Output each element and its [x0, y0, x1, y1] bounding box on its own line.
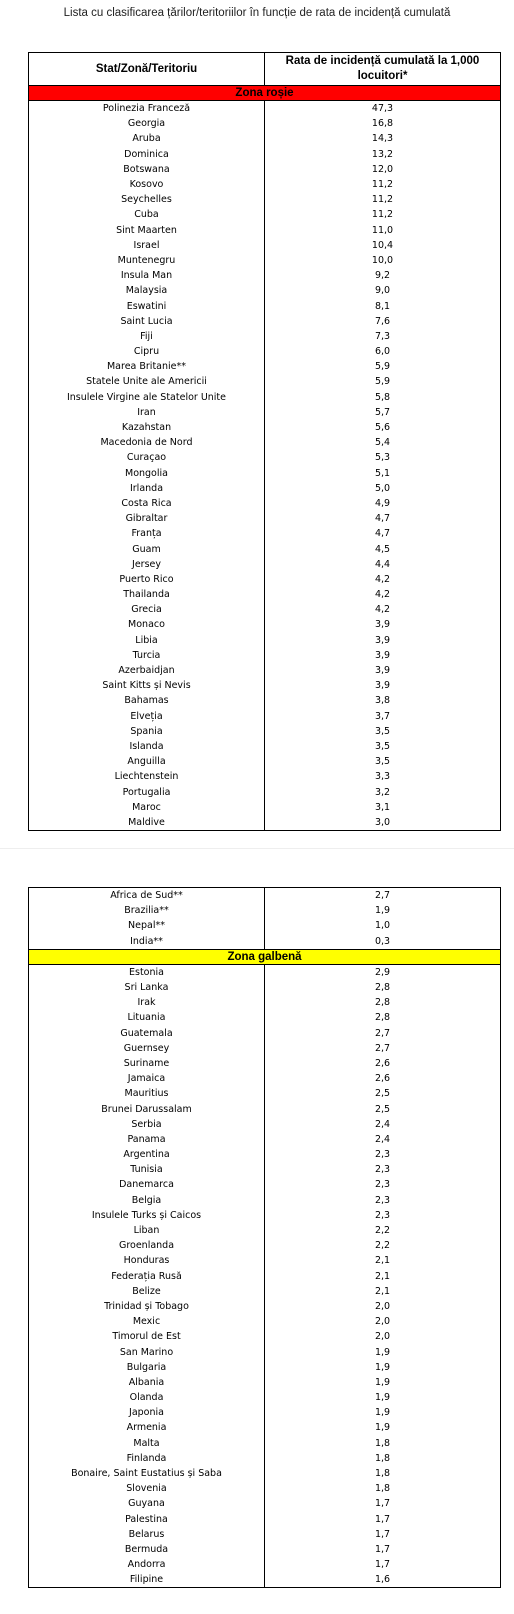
country-name: Brunei Darussalam: [29, 1101, 265, 1116]
country-name: Danemarca: [29, 1177, 265, 1192]
incidence-rate: 11,0: [265, 223, 501, 238]
table-row: [29, 572, 501, 587]
table-row: [29, 1405, 501, 1420]
country-name: Insulele Virgine ale Statelor Unite: [29, 390, 265, 405]
table-row: [29, 466, 501, 481]
country-name: Gibraltar: [29, 511, 265, 526]
incidence-rate: 14,3: [265, 131, 501, 146]
country-name: Slovenia: [29, 1481, 265, 1496]
incidence-rate: 9,2: [265, 268, 501, 283]
country-name: Liechtenstein: [29, 769, 265, 784]
incidence-rate: 5,9: [265, 359, 501, 374]
incidence-rate: 2,8: [265, 980, 501, 995]
incidence-rate: 2,0: [265, 1314, 501, 1329]
incidence-rate: 16,8: [265, 116, 501, 131]
country-name: Fiji: [29, 329, 265, 344]
incidence-rate: 5,3: [265, 450, 501, 465]
incidence-rate: 1,9: [265, 1420, 501, 1435]
incidence-rate: 2,1: [265, 1253, 501, 1268]
country-name: Mauritius: [29, 1086, 265, 1101]
incidence-rate: 2,2: [265, 1223, 501, 1238]
table-row: [29, 162, 501, 177]
incidence-rate: 2,3: [265, 1208, 501, 1223]
country-name: Armenia: [29, 1420, 265, 1435]
table-row: [29, 1481, 501, 1496]
country-name: Kosovo: [29, 177, 265, 192]
country-name: Polinezia Franceză: [29, 101, 265, 117]
table-row: [29, 283, 501, 298]
table-row: [29, 1557, 501, 1572]
country-name: Muntenegru: [29, 253, 265, 268]
table-row: [29, 1314, 501, 1329]
country-name: Guam: [29, 541, 265, 556]
incidence-rate: 4,5: [265, 541, 501, 556]
incidence-rate: 10,4: [265, 238, 501, 253]
country-name: San Marino: [29, 1344, 265, 1359]
country-name: Saint Lucia: [29, 314, 265, 329]
country-name: Liban: [29, 1223, 265, 1238]
country-name: Nepal**: [29, 918, 265, 933]
incidence-rate: 1,9: [265, 1375, 501, 1390]
country-name: Belgia: [29, 1193, 265, 1208]
incidence-rate: 11,2: [265, 192, 501, 207]
incidence-rate: 3,7: [265, 709, 501, 724]
country-name: Curaçao: [29, 450, 265, 465]
table-row: [29, 995, 501, 1010]
incidence-rate: 4,2: [265, 572, 501, 587]
table-row: [29, 541, 501, 556]
document-title: Lista cu clasificarea țărilor/teritoriilor în funcție de rata de incidență cumulată: [63, 7, 451, 19]
country-name: Elveția: [29, 709, 265, 724]
table-row: [29, 359, 501, 374]
table-row: [29, 329, 501, 344]
incidence-rate: 12,0: [265, 162, 501, 177]
incidence-rate: 1,7: [265, 1557, 501, 1572]
incidence-rate: 2,7: [265, 1041, 501, 1056]
table-row: [29, 526, 501, 541]
incidence-rate: 2,1: [265, 1284, 501, 1299]
table-row: [29, 1375, 501, 1390]
table-row: [29, 223, 501, 238]
incidence-rate: 1,7: [265, 1512, 501, 1527]
table-row: [29, 1451, 501, 1466]
incidence-rate: 1,9: [265, 1405, 501, 1420]
incidence-rate: 1,9: [265, 903, 501, 918]
incidence-rate: 2,8: [265, 995, 501, 1010]
table-row: [29, 435, 501, 450]
table-row: [29, 1253, 501, 1268]
country-name: Olanda: [29, 1390, 265, 1405]
incidence-rate: 5,0: [265, 481, 501, 496]
country-name: Aruba: [29, 131, 265, 146]
table-row: [29, 709, 501, 724]
incidence-rate: 3,9: [265, 617, 501, 632]
incidence-rate: 2,5: [265, 1101, 501, 1116]
header-country: Stat/Zonă/Teritoriu: [29, 53, 265, 86]
table-row: [29, 739, 501, 754]
incidence-rate: 1,9: [265, 1344, 501, 1359]
table-row: [29, 1132, 501, 1147]
table-row: [29, 1269, 501, 1284]
incidence-rate: 3,5: [265, 739, 501, 754]
incidence-rate: 5,4: [265, 435, 501, 450]
incidence-rate: 2,4: [265, 1117, 501, 1132]
country-name: Dominica: [29, 147, 265, 162]
table-row: [29, 648, 501, 663]
table-row: [29, 1466, 501, 1481]
country-name: Libia: [29, 633, 265, 648]
country-name: Statele Unite ale Americii: [29, 374, 265, 389]
country-name: Serbia: [29, 1117, 265, 1132]
table-row: [29, 1542, 501, 1557]
country-name: Tunisia: [29, 1162, 265, 1177]
country-name: Honduras: [29, 1253, 265, 1268]
incidence-rate: 11,2: [265, 177, 501, 192]
country-name: Cipru: [29, 344, 265, 359]
country-name: Cuba: [29, 207, 265, 222]
table-row: [29, 1299, 501, 1314]
country-name: Africa de Sud**: [29, 888, 265, 904]
country-name: Mongolia: [29, 466, 265, 481]
incidence-rate: 1,9: [265, 1360, 501, 1375]
incidence-rate: 1,7: [265, 1496, 501, 1511]
incidence-rate: 3,9: [265, 663, 501, 678]
incidence-rate: 3,8: [265, 693, 501, 708]
zone-red-row: [29, 86, 501, 101]
table-row: [29, 1026, 501, 1041]
table-row: [29, 980, 501, 995]
table-row: [29, 314, 501, 329]
incidence-rate: 0,3: [265, 934, 501, 950]
country-name: Grecia: [29, 602, 265, 617]
table-row: [29, 268, 501, 283]
country-name: Finlanda: [29, 1451, 265, 1466]
table-row: [29, 693, 501, 708]
country-name: Saint Kitts și Nevis: [29, 678, 265, 693]
table-row: [29, 238, 501, 253]
table-row: [29, 888, 501, 904]
country-name: Filipine: [29, 1572, 265, 1588]
incidence-rate: 3,3: [265, 769, 501, 784]
incidence-rate: 1,8: [265, 1466, 501, 1481]
table-row: [29, 1101, 501, 1116]
table-row: [29, 1193, 501, 1208]
table-row: [29, 602, 501, 617]
country-name: Groenlanda: [29, 1238, 265, 1253]
country-name: Maldive: [29, 815, 265, 831]
table-row: [29, 1147, 501, 1162]
table-row: [29, 116, 501, 131]
incidence-rate: 6,0: [265, 344, 501, 359]
table-row: [29, 1436, 501, 1451]
table-row: [29, 1420, 501, 1435]
incidence-rate: 2,1: [265, 1269, 501, 1284]
country-name: Kazahstan: [29, 420, 265, 435]
incidence-rate: 3,9: [265, 648, 501, 663]
country-name: Brazilia**: [29, 903, 265, 918]
incidence-rate: 4,7: [265, 526, 501, 541]
incidence-rate: 7,6: [265, 314, 501, 329]
table-row: [29, 1512, 501, 1527]
country-name: Botswana: [29, 162, 265, 177]
incidence-rate: 2,6: [265, 1056, 501, 1071]
table-row: [29, 678, 501, 693]
country-name: Costa Rica: [29, 496, 265, 511]
incidence-rate: 2,2: [265, 1238, 501, 1253]
table-row: [29, 177, 501, 192]
table-row: [29, 903, 501, 918]
table-row: [29, 207, 501, 222]
country-name: Spania: [29, 724, 265, 739]
country-name: Federația Rusă: [29, 1269, 265, 1284]
table-row: [29, 1284, 501, 1299]
table-row: [29, 557, 501, 572]
country-name: Azerbaidjan: [29, 663, 265, 678]
country-name: Puerto Rico: [29, 572, 265, 587]
country-name: Argentina: [29, 1147, 265, 1162]
incidence-rate: 1,6: [265, 1572, 501, 1588]
country-name: Insulele Turks și Caicos: [29, 1208, 265, 1223]
country-name: Bonaire, Saint Eustatius și Saba: [29, 1466, 265, 1481]
country-name: Monaco: [29, 617, 265, 632]
country-name: Seychelles: [29, 192, 265, 207]
country-name: Guatemala: [29, 1026, 265, 1041]
incidence-rate: 2,0: [265, 1329, 501, 1344]
incidence-rate: 4,7: [265, 511, 501, 526]
table-row: [29, 633, 501, 648]
country-name: Anguilla: [29, 754, 265, 769]
incidence-rate: 2,3: [265, 1193, 501, 1208]
table-row: [29, 1117, 501, 1132]
incidence-rate: 5,1: [265, 466, 501, 481]
table-row: [29, 918, 501, 933]
incidence-rate: 4,2: [265, 587, 501, 602]
country-name: Portugalia: [29, 784, 265, 799]
country-name: Macedonia de Nord: [29, 435, 265, 450]
country-name: Mexic: [29, 1314, 265, 1329]
table-row: [29, 481, 501, 496]
country-name: Guernsey: [29, 1041, 265, 1056]
table-row: [29, 964, 501, 980]
country-name: Belize: [29, 1284, 265, 1299]
table-row: [29, 1390, 501, 1405]
country-name: Georgia: [29, 116, 265, 131]
incidence-rate: 4,2: [265, 602, 501, 617]
country-table-page-2: [28, 887, 501, 1588]
country-name: Jersey: [29, 557, 265, 572]
incidence-rate: 3,2: [265, 784, 501, 799]
table-row: [29, 934, 501, 950]
table-row: [29, 374, 501, 389]
incidence-rate: 2,9: [265, 964, 501, 980]
incidence-rate: 3,9: [265, 678, 501, 693]
incidence-rate: 13,2: [265, 147, 501, 162]
header-incidence-rate: Rata de incidență cumulată la 1,000 locuitori*: [265, 53, 501, 86]
incidence-rate: 4,9: [265, 496, 501, 511]
incidence-rate: 2,5: [265, 1086, 501, 1101]
zone-red-label: Zona roșie: [29, 86, 501, 101]
country-name: Trinidad și Tobago: [29, 1299, 265, 1314]
page-break: [0, 848, 514, 849]
table-row: [29, 1208, 501, 1223]
country-name: Maroc: [29, 800, 265, 815]
table-header-row: [29, 53, 501, 86]
incidence-rate: 2,3: [265, 1147, 501, 1162]
table-row: [29, 1360, 501, 1375]
table-row: [29, 390, 501, 405]
table-row: [29, 420, 501, 435]
table-row: [29, 1572, 501, 1588]
table-row: [29, 344, 501, 359]
incidence-rate: 2,3: [265, 1177, 501, 1192]
table-row: [29, 1056, 501, 1071]
table-row: [29, 1177, 501, 1192]
country-name: Thailanda: [29, 587, 265, 602]
incidence-rate: 3,5: [265, 754, 501, 769]
incidence-rate: 1,7: [265, 1527, 501, 1542]
country-name: Malta: [29, 1436, 265, 1451]
country-name: Sint Maarten: [29, 223, 265, 238]
incidence-rate: 3,0: [265, 815, 501, 831]
country-name: Suriname: [29, 1056, 265, 1071]
country-name: Bulgaria: [29, 1360, 265, 1375]
country-name: Andorra: [29, 1557, 265, 1572]
table-row: [29, 1223, 501, 1238]
table-row: [29, 1527, 501, 1542]
country-name: Insula Man: [29, 268, 265, 283]
country-name: Panama: [29, 1132, 265, 1147]
country-name: Lituania: [29, 1010, 265, 1025]
table-row: [29, 192, 501, 207]
incidence-rate: 1,8: [265, 1481, 501, 1496]
incidence-rate: 1,8: [265, 1451, 501, 1466]
incidence-rate: 2,8: [265, 1010, 501, 1025]
country-name: Timorul de Est: [29, 1329, 265, 1344]
incidence-rate: 2,0: [265, 1299, 501, 1314]
country-name: Franța: [29, 526, 265, 541]
incidence-rate: 8,1: [265, 298, 501, 313]
table-row: [29, 298, 501, 313]
table-row: [29, 1329, 501, 1344]
country-name: India**: [29, 934, 265, 950]
incidence-rate: 5,7: [265, 405, 501, 420]
incidence-rate: 4,4: [265, 557, 501, 572]
table-row: [29, 800, 501, 815]
table-row: [29, 769, 501, 784]
country-name: Bahamas: [29, 693, 265, 708]
incidence-rate: 2,6: [265, 1071, 501, 1086]
incidence-rate: 2,7: [265, 888, 501, 904]
incidence-rate: 5,8: [265, 390, 501, 405]
table-row: [29, 1010, 501, 1025]
country-name: Guyana: [29, 1496, 265, 1511]
table-row: [29, 405, 501, 420]
incidence-rate: 3,9: [265, 633, 501, 648]
table-row: [29, 1041, 501, 1056]
incidence-rate: 2,3: [265, 1162, 501, 1177]
table-row: [29, 663, 501, 678]
incidence-rate: 47,3: [265, 101, 501, 117]
table-row: [29, 511, 501, 526]
country-name: Irak: [29, 995, 265, 1010]
table-row: [29, 1086, 501, 1101]
zone-yellow-row: [29, 949, 501, 964]
country-table-page-1: [28, 52, 501, 831]
incidence-rate: 1,9: [265, 1390, 501, 1405]
table-row: [29, 496, 501, 511]
country-name: Islanda: [29, 739, 265, 754]
incidence-rate: 1,8: [265, 1436, 501, 1451]
country-name: Palestina: [29, 1512, 265, 1527]
incidence-rate: 1,7: [265, 1542, 501, 1557]
table-row: [29, 784, 501, 799]
country-name: Israel: [29, 238, 265, 253]
table-row: [29, 1238, 501, 1253]
country-name: Iran: [29, 405, 265, 420]
incidence-rate: 2,7: [265, 1026, 501, 1041]
table-row: [29, 815, 501, 831]
incidence-rate: 1,0: [265, 918, 501, 933]
table-row: [29, 1344, 501, 1359]
table-row: [29, 147, 501, 162]
incidence-rate: 3,5: [265, 724, 501, 739]
country-name: Irlanda: [29, 481, 265, 496]
country-name: Jamaica: [29, 1071, 265, 1086]
table-row: [29, 1496, 501, 1511]
incidence-rate: 11,2: [265, 207, 501, 222]
country-name: Japonia: [29, 1405, 265, 1420]
table-row: [29, 724, 501, 739]
incidence-rate: 3,1: [265, 800, 501, 815]
table-row: [29, 587, 501, 602]
table-row: [29, 617, 501, 632]
country-name: Eswatini: [29, 298, 265, 313]
incidence-rate: 9,0: [265, 283, 501, 298]
incidence-rate: 5,9: [265, 374, 501, 389]
table-row: [29, 101, 501, 117]
country-name: Belarus: [29, 1527, 265, 1542]
country-name: Sri Lanka: [29, 980, 265, 995]
table-row: [29, 1071, 501, 1086]
table-row: [29, 253, 501, 268]
incidence-rate: 5,6: [265, 420, 501, 435]
incidence-rate: 7,3: [265, 329, 501, 344]
country-name: Turcia: [29, 648, 265, 663]
table-row: [29, 1162, 501, 1177]
table-row: [29, 450, 501, 465]
incidence-rate: 2,4: [265, 1132, 501, 1147]
table-row: [29, 131, 501, 146]
country-name: Bermuda: [29, 1542, 265, 1557]
incidence-rate: 10,0: [265, 253, 501, 268]
table-row: [29, 754, 501, 769]
country-name: Albania: [29, 1375, 265, 1390]
country-name: Malaysia: [29, 283, 265, 298]
zone-yellow-label: Zona galbenă: [29, 949, 501, 964]
country-name: Marea Britanie**: [29, 359, 265, 374]
country-name: Estonia: [29, 964, 265, 980]
